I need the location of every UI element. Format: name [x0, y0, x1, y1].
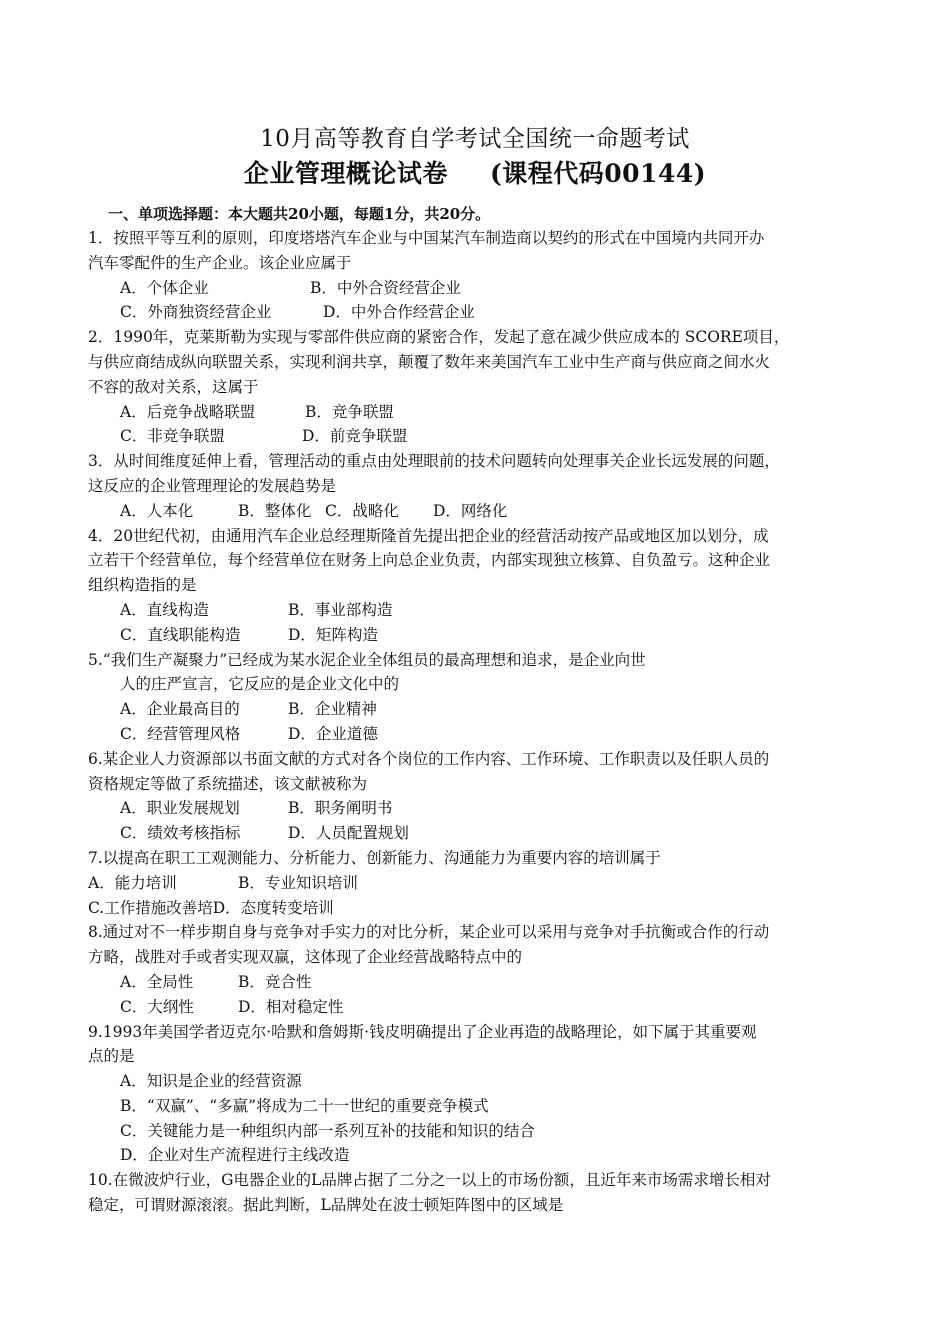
answer-option[interactable]: C．外商独资经营企业 [120, 303, 272, 322]
answer-option[interactable]: B．竞争联盟 [305, 402, 394, 421]
answer-option[interactable]: D．矩阵构造 [288, 625, 378, 644]
option-row [88, 1143, 878, 1168]
answer-option[interactable]: C．经营管理风格 [120, 724, 241, 743]
question-stem-line: 这反应的企业管理理论的发展趋势是 [88, 476, 337, 495]
question-stem-line: 2．1990年，克莱斯勒为实现与零部件供应商的紧密合作，发起了意在减少供应成本的 SCORE项目， [88, 328, 790, 347]
paper-title-line [0, 154, 950, 190]
answer-option[interactable]: C．非竞争联盟 [120, 427, 225, 446]
answer-option[interactable]: B．事业部构造 [288, 600, 393, 619]
question-10 [88, 1168, 878, 1218]
option-row [88, 1069, 878, 1094]
option-row [88, 796, 878, 821]
answer-option[interactable]: B．专业知识培训 [238, 873, 358, 892]
answer-option[interactable]: B．整体化 [238, 501, 312, 520]
option-row [88, 400, 878, 425]
question-stem-line: 与供应商结成纵向联盟关系，实现利润共享，颠覆了数年来美国汽车工业中生产商与供应商之间水火 [88, 352, 771, 371]
answer-option[interactable]: D．人员配置规划 [288, 824, 409, 843]
answer-option[interactable]: B．中外合资经营企业 [310, 278, 461, 297]
answer-option[interactable]: C.工作措施改善培 [88, 898, 213, 917]
question-stem-line: 资格规定等做了系统描述，该文献被称为 [88, 774, 368, 793]
question-stem-line: 10.在微波炉行业，G电器企业的L品牌占据了二分之一以上的市场份额，且近年来市场需求增长相对 [88, 1171, 771, 1190]
option-row [88, 697, 878, 722]
question-stem-line: 组织构造指的是 [88, 576, 197, 595]
option-row [88, 623, 878, 648]
answer-option[interactable]: B．企业精神 [288, 700, 377, 719]
answer-option[interactable]: C．绩效考核指标 [120, 824, 241, 843]
answer-option[interactable]: C．关键能力是一种组织内部一系列互补的技能和知识的结合 [120, 1121, 535, 1140]
option-row [88, 722, 878, 747]
option-row [88, 300, 878, 325]
answer-option[interactable]: A．后竞争战略联盟 [120, 402, 256, 421]
option-row [88, 871, 878, 896]
question-stem-line: 不容的敌对关系，这属于 [88, 377, 259, 396]
answer-option[interactable]: D．前竞争联盟 [302, 427, 408, 446]
option-row [88, 499, 878, 524]
option-row [88, 1094, 878, 1119]
question-stem-line: 立若干个经营单位，每个经营单位在财务上向总企业负责，内部实现独立核算、自负盈亏。这种企业 [88, 551, 771, 570]
answer-option[interactable]: A．个体企业 [120, 278, 209, 297]
question-stem-line: 稳定，可谓财源滚滚。据此判断，L品牌处在波士顿矩阵图中的区域是 [88, 1196, 564, 1215]
answer-option[interactable]: C．大纲性 [120, 997, 194, 1016]
exam-title: 10月高等教育自学考试全国统一命题考试 [260, 126, 690, 152]
option-row [88, 1119, 878, 1144]
answer-option[interactable]: B．竞合性 [238, 972, 312, 991]
question-list [88, 226, 878, 1218]
question-4 [88, 524, 878, 648]
question-9 [88, 1020, 878, 1169]
course-code: (课程代码00144) [489, 159, 707, 188]
question-6 [88, 747, 878, 846]
question-2 [88, 325, 878, 449]
question-stem-line: 汽车零配件的生产企业。该企业应属于 [88, 253, 352, 272]
question-stem-line: 8.通过对不一样步期自身与竞争对手实力的对比分析，某企业可以采用与竞争对手抗衡或合作的行动 [88, 923, 770, 942]
option-row [88, 424, 878, 449]
option-row [88, 598, 878, 623]
question-stem-line: 1．按照平等互利的原则，印度塔塔汽车企业与中国某汽车制造商以契约的形式在中国境内共同开办 [88, 229, 765, 247]
section-heading: 一、单项选择题：本大题共20小题，每题1分，共20分。 [108, 205, 491, 223]
option-row [88, 821, 878, 846]
option-row [88, 970, 878, 995]
answer-option[interactable]: A．知识是企业的经营资源 [120, 1072, 302, 1091]
option-row [88, 276, 878, 301]
answer-option[interactable]: A．职业发展规划 [120, 799, 240, 818]
question-stem-line: 7.以提高在职工工观测能力、分析能力、创新能力、沟通能力为重要内容的培训属于 [88, 848, 661, 867]
question-1 [88, 226, 878, 325]
answer-option[interactable]: A．全局性 [120, 972, 194, 991]
answer-option[interactable]: D．相对稳定性 [238, 997, 344, 1016]
paper-subject: 企业管理概论试卷 [243, 159, 448, 188]
question-7 [88, 846, 878, 920]
question-stem-line: 9.1993年美国学者迈克尔·哈默和詹姆斯·钱皮明确提出了企业再造的战略理论，如下属于其重要观 [88, 1022, 757, 1041]
answer-option[interactable]: D．企业对生产流程进行主线改造 [120, 1146, 350, 1165]
answer-option[interactable]: A．人本化 [120, 501, 194, 520]
question-stem-line: 4．20世纪代初，由通用汽车企业总经理斯隆首先提出把企业的经营活动按产品或地区加以划分，成 [88, 526, 769, 545]
answer-option[interactable]: C．直线职能构造 [120, 625, 241, 644]
question-8 [88, 920, 878, 1019]
answer-option[interactable]: A．企业最高目的 [120, 700, 240, 719]
option-row [88, 896, 878, 921]
answer-option[interactable]: B．“双赢”、“多赢”将成为二十一世纪的重要竞争模式 [120, 1096, 489, 1115]
question-stem-line: 6.某企业人力资源部以书面文献的方式对各个岗位的工作内容、工作环境、工作职责以及任职人员的 [88, 749, 770, 768]
option-row [88, 995, 878, 1020]
question-stem-line: 方略，战胜对手或者实现双赢，这体现了企业经营战略特点中的 [88, 948, 523, 967]
answer-option[interactable]: A．直线构造 [120, 600, 209, 619]
answer-option[interactable]: A．能力培训 [88, 873, 177, 892]
answer-option[interactable]: D．企业道德 [288, 724, 378, 743]
question-stem-line: 点的是 [88, 1047, 135, 1066]
question-stem-line: 人的庄严宣言，它反应的是企业文化中的 [120, 675, 400, 694]
question-5 [88, 648, 878, 747]
question-stem-line: 5.“我们生产凝聚力”已经成为某水泥企业全体组员的最高理想和追求，是企业向世 [88, 650, 646, 669]
answer-option[interactable]: C．战略化 [325, 501, 399, 520]
answer-option[interactable]: B．职务阐明书 [288, 799, 393, 818]
question-stem-line: 3．从时间维度延伸上看，管理活动的重点由处理眼前的技术问题转向处理事关企业长远发展的问题， [88, 452, 780, 471]
answer-option[interactable]: D．中外合作经营企业 [323, 303, 475, 322]
answer-option[interactable]: D．网络化 [433, 501, 508, 520]
question-3 [88, 449, 878, 523]
answer-option[interactable]: D．态度转变培训 [212, 898, 334, 917]
